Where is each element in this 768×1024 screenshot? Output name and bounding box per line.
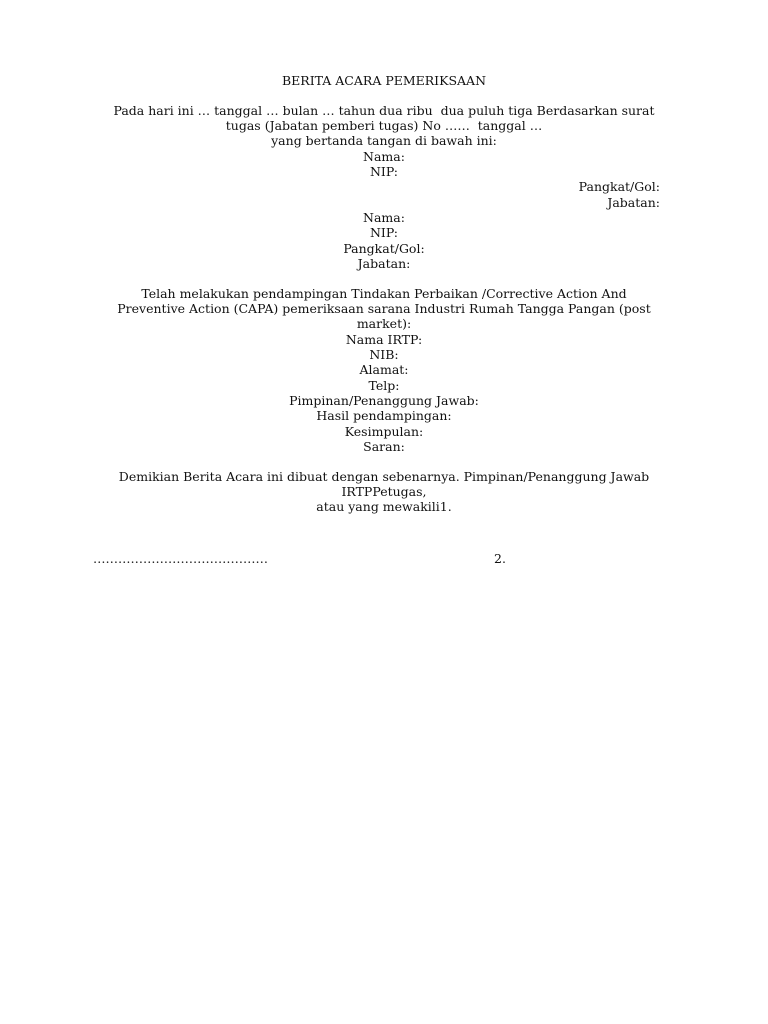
field-pimpinan: Pimpinan/Penanggung Jawab: xyxy=(289,393,479,408)
intro-line-3: yang bertanda tangan di bawah ini: xyxy=(271,133,497,148)
officer1-nama: Nama: xyxy=(363,149,405,164)
field-nama-irtp: Nama IRTP: xyxy=(345,332,423,347)
statement-line-2: Preventive Action (CAPA) pemeriksaan sarana Industri Rumah Tangga Pangan (post xyxy=(117,301,651,316)
field-hasil: Hasil pendampingan: xyxy=(316,408,452,423)
statement-line-1: Telah melakukan pendampingan Tindakan Perbaikan /Corrective Action And xyxy=(141,286,627,301)
officer1-nip: NIP: xyxy=(369,164,399,179)
field-kesimpulan: Kesimpulan: xyxy=(344,424,424,439)
officer2-nip: NIP: xyxy=(369,225,399,240)
intro-line-2: tugas (Jabatan pemberi tugas) No …… tanggal … xyxy=(225,118,543,133)
officer1-jabatan: Jabatan: xyxy=(607,195,660,210)
document-title: BERITA ACARA PEMERIKSAAN xyxy=(281,73,487,88)
field-telp: Telp: xyxy=(368,378,400,393)
signature-number-right: 2. xyxy=(494,551,506,566)
officer2-nama: Nama: xyxy=(363,210,405,225)
signature-line-left: …………………………………… xyxy=(93,551,268,566)
field-alamat: Alamat: xyxy=(359,362,409,377)
field-saran: Saran: xyxy=(363,439,405,454)
field-nib: NIB: xyxy=(369,347,399,362)
closing-line-1: Demikian Berita Acara ini dibuat dengan sebenarnya. Pimpinan/Penanggung Jawab xyxy=(118,469,650,484)
intro-line-1: Pada hari ini … tanggal … bulan … tahun dua ribu dua puluh tiga Berdasarkan surat xyxy=(113,103,655,118)
closing-line-3: atau yang mewakili1. xyxy=(316,499,452,514)
closing-line-2: IRTPPetugas, xyxy=(341,484,427,499)
officer1-pangkat: Pangkat/Gol: xyxy=(578,179,660,194)
statement-line-3: market): xyxy=(356,316,412,331)
officer2-pangkat: Pangkat/Gol: xyxy=(343,241,425,256)
officer2-jabatan: Jabatan: xyxy=(357,256,411,271)
